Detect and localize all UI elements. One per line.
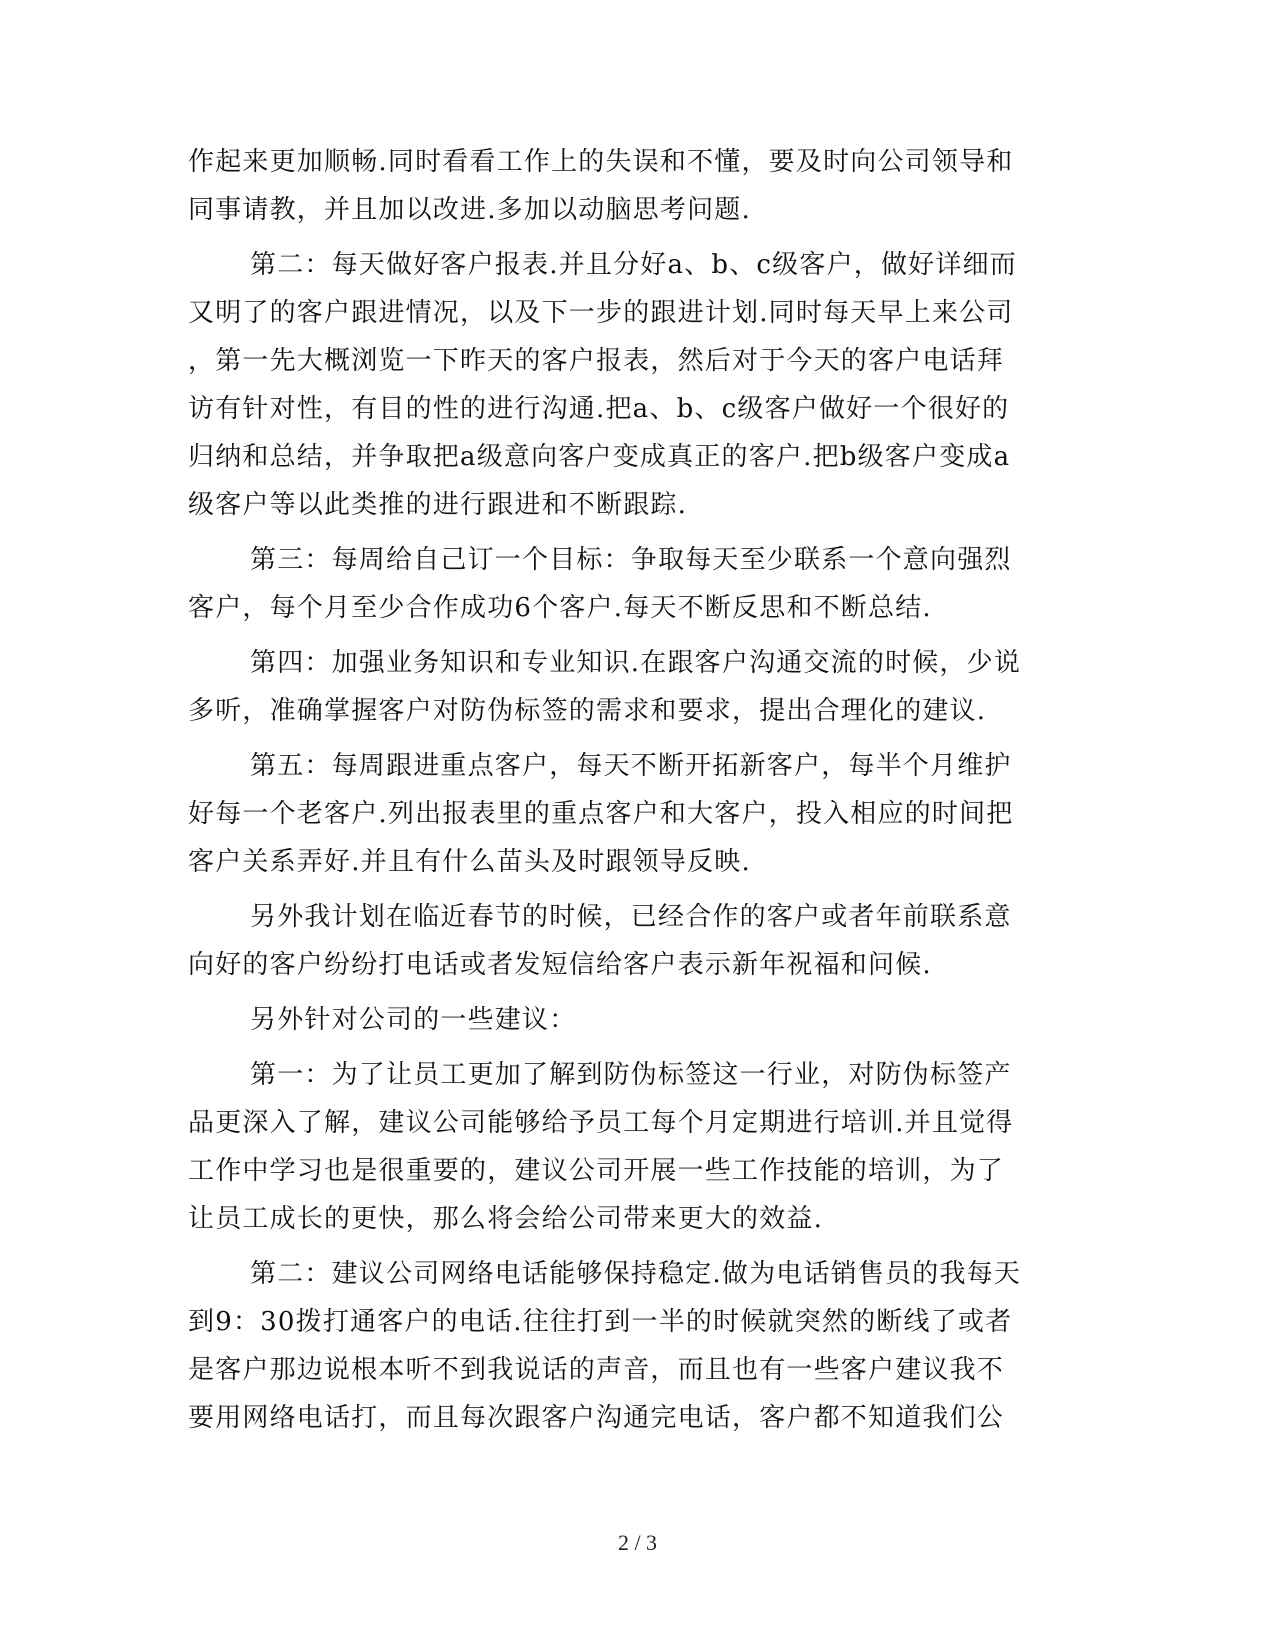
text-line: 归纳和总结，并争取把a级意向客户变成真正的客户.把b级客户变成a	[188, 442, 1011, 472]
text-line: 让员工成长的更快，那么将会给公司带来更大的效益.	[188, 1204, 824, 1234]
text-line: 第五：每周跟进重点客户，每天不断开拓新客户，每半个月维护	[250, 751, 1012, 781]
text-line: 要用网络电话打，而且每次跟客户沟通完电话，客户都不知道我们公	[188, 1403, 1005, 1433]
text-line: 访有针对性，有目的性的进行沟通.把a、b、c级客户做好一个很好的	[188, 394, 1010, 424]
text-line: 第二：每天做好客户报表.并且分好a、b、c级客户，做好详细而	[250, 250, 1017, 280]
text-line: 级客户等以此类推的进行跟进和不断跟踪.	[188, 490, 688, 520]
text-line: 客户，每个月至少合作成功6个客户.每天不断反思和不断总结.	[188, 593, 932, 623]
text-line: 到9：30拨打通客户的电话.往往打到一半的时候就突然的断线了或者	[188, 1307, 1013, 1337]
text-line: 品更深入了解，建议公司能够给予员工每个月定期进行培训.并且觉得	[188, 1108, 1014, 1138]
text-line: 同事请教，并且加以改进.多加以动脑思考问题.	[188, 195, 751, 225]
text-line: 又明了的客户跟进情况，以及下一步的跟进计划.同时每天早上来公司	[188, 298, 1014, 328]
text-line: 另外我计划在临近春节的时候，已经合作的客户或者年前联系意	[250, 902, 1012, 932]
text-line: 第二：建议公司网络电话能够保持稳定.做为电话销售员的我每天	[250, 1259, 1022, 1289]
text-line: 向好的客户纷纷打电话或者发短信给客户表示新年祝福和问候.	[188, 950, 932, 980]
text-line: 客户关系弄好.并且有什么苗头及时跟领导反映.	[188, 847, 751, 877]
text-line: 另外针对公司的一些建议：	[250, 1005, 577, 1035]
text-line: 第三：每周给自己订一个目标：争取每天至少联系一个意向强烈	[250, 545, 1012, 575]
text-line: 是客户那边说根本听不到我说话的声音，而且也有一些客户建议我不	[188, 1355, 1005, 1385]
text-line: 第四：加强业务知识和专业知识.在跟客户沟通交流的时候，少说	[250, 648, 1022, 678]
text-line: 作起来更加顺畅.同时看看工作上的失误和不懂，要及时向公司领导和	[188, 147, 1014, 177]
text-line: 多听，准确掌握客户对防伪标签的需求和要求，提出合理化的建议.	[188, 696, 987, 726]
page-number: 2 / 3	[617, 1530, 658, 1555]
text-line: 好每一个老客户.列出报表里的重点客户和大客户，投入相应的时间把	[188, 799, 1014, 829]
text-line: ，第一先大概浏览一下昨天的客户报表，然后对于今天的客户电话拜	[188, 346, 1005, 376]
text-line: 第一：为了让员工更加了解到防伪标签这一行业，对防伪标签产	[250, 1060, 1012, 1090]
text-line: 工作中学习也是很重要的，建议公司开展一些工作技能的培训，为了	[188, 1156, 1005, 1186]
